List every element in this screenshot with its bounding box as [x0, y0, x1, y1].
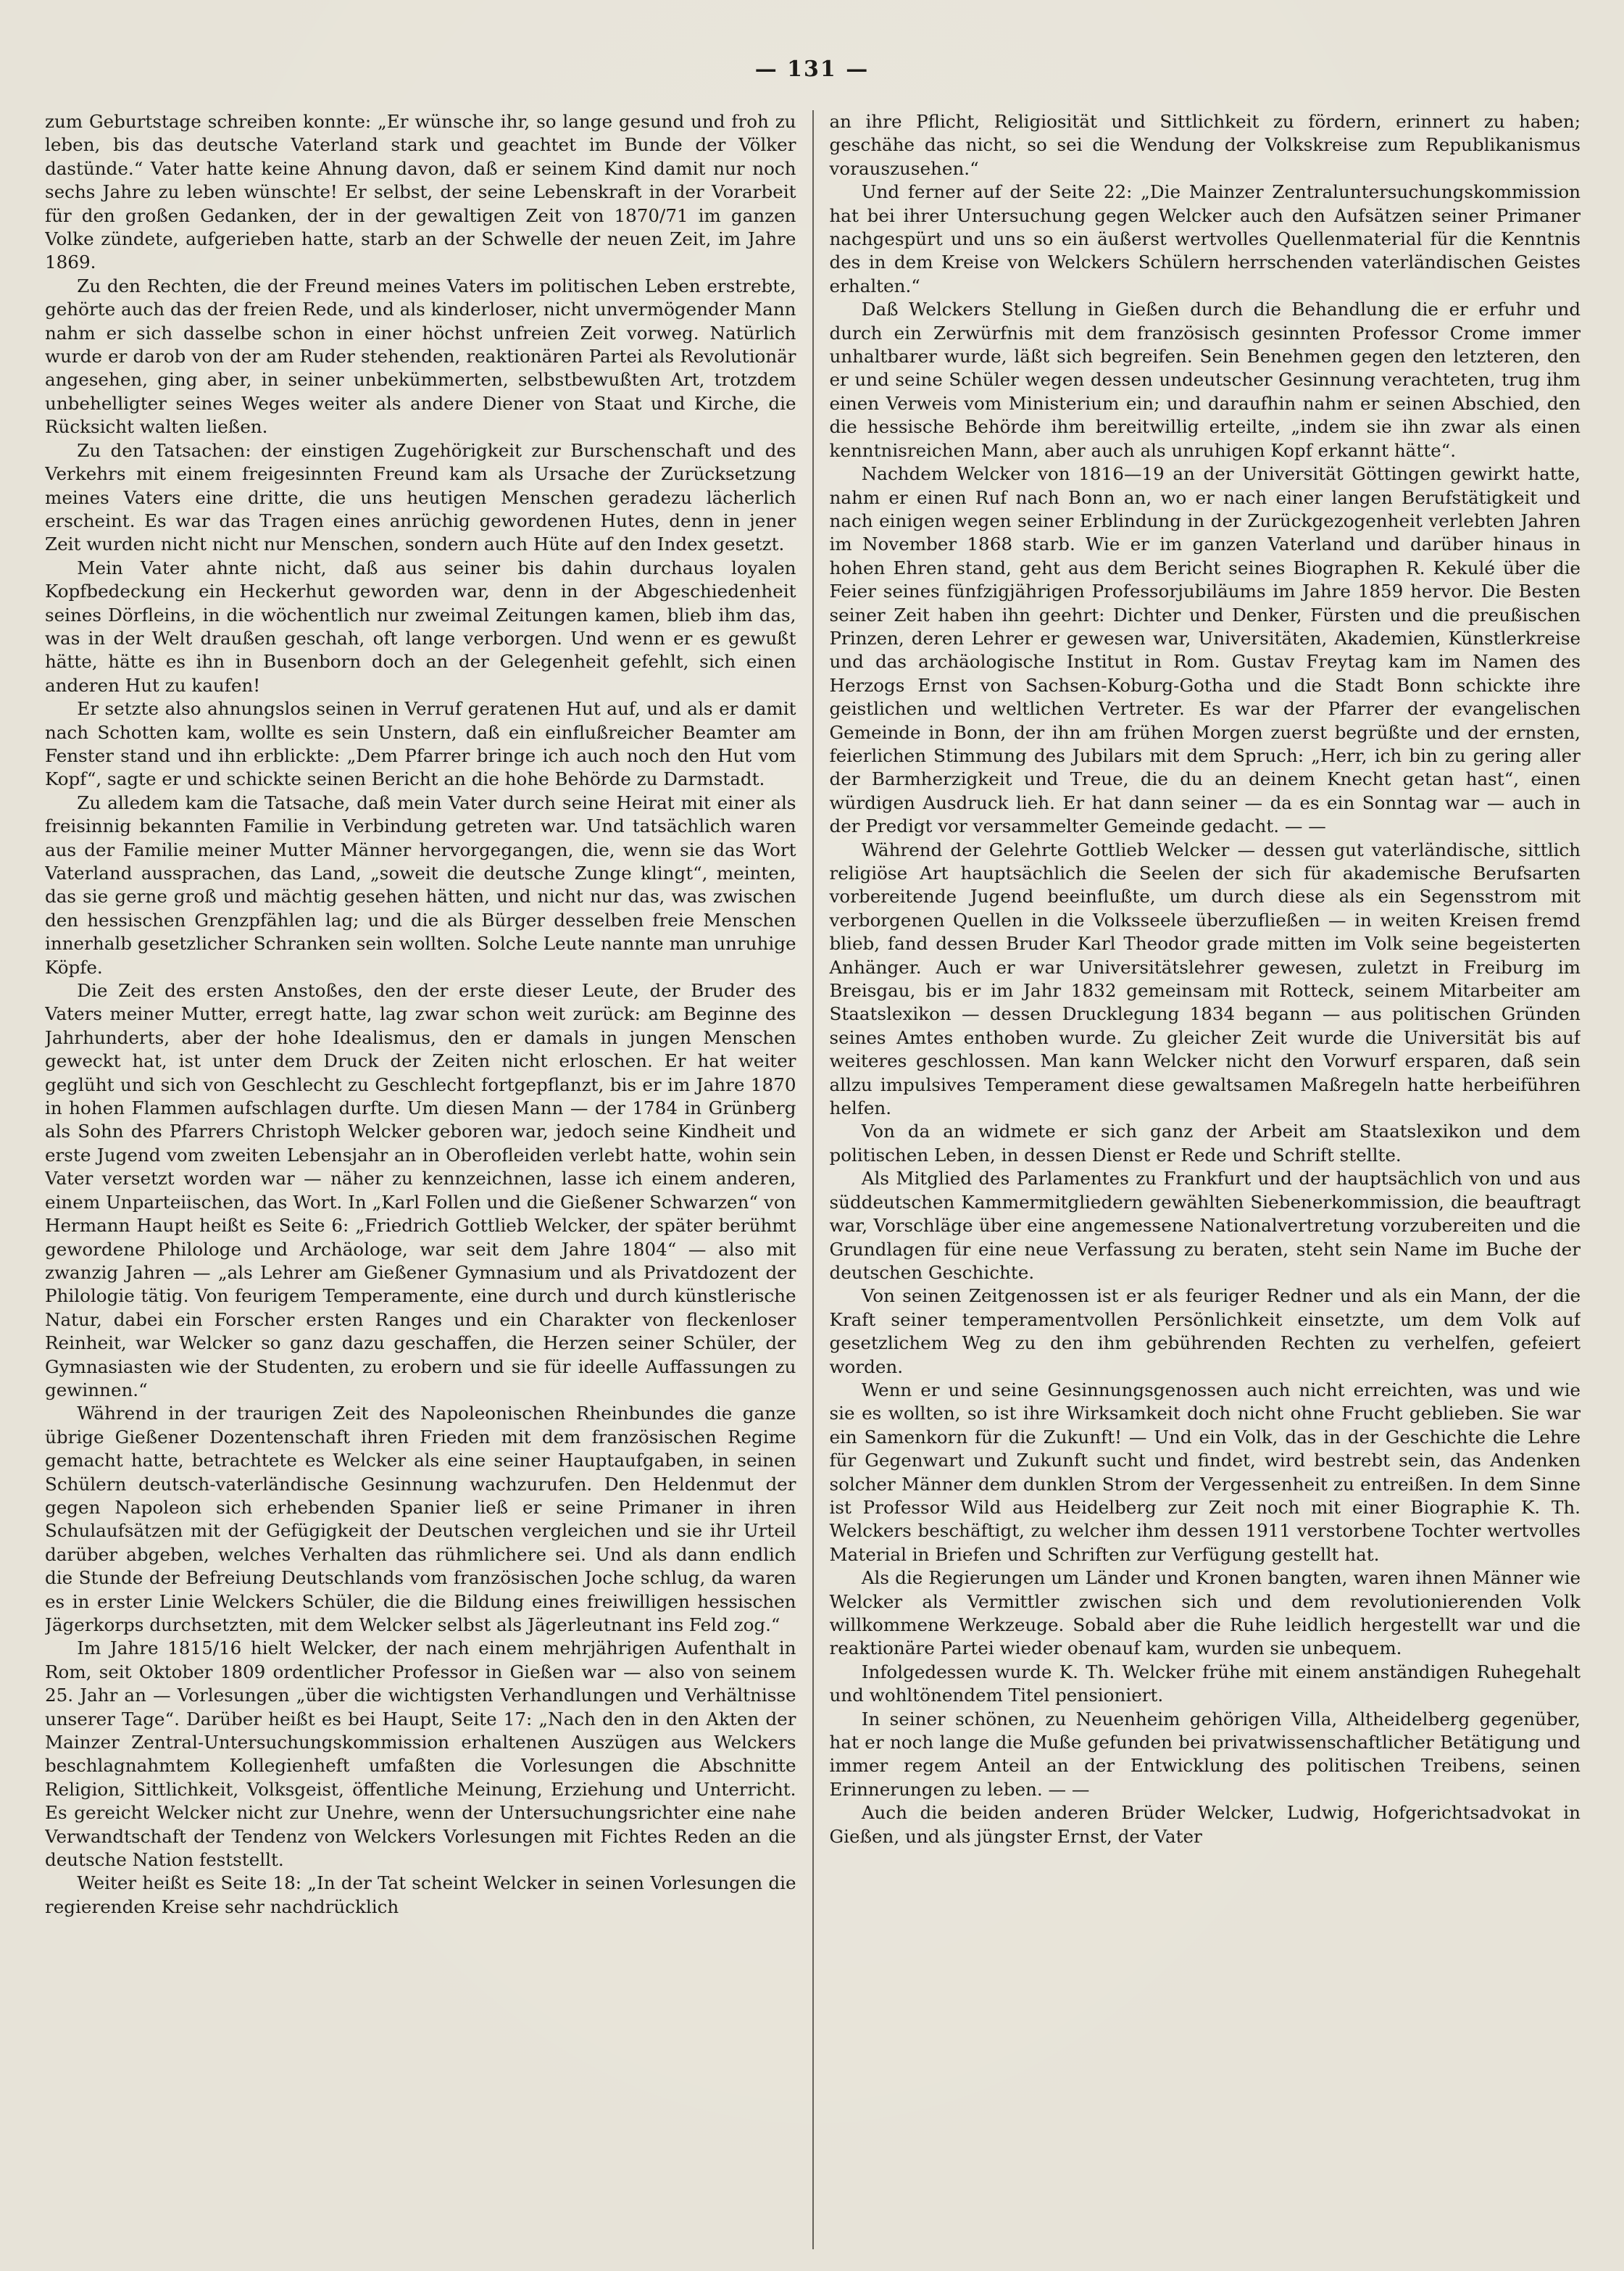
paragraph: Und ferner auf der Seite 22: „Die Mainzer Zentraluntersuchungskommission hat bei ihrer Untersuchung gegen Welcker auch den Aufsätzen seiner Primaner nachgespürt und uns so ein äußerst wertvolles Quellenmaterial für die Kenntnis des in dem Kreise von Welckers Schülern herrschenden vaterländischen Geistes erhalten.“ — [829, 181, 1581, 296]
paragraph: zum Geburtstage schreiben konnte: „Er wünsche ihr, so lange gesund und froh zu leben, bis das deutsche Vaterland stark und geachtet im Bunde der Völker dastünde.“ Vater hatte keine Ahnung davon, daß er seinem Kind damit nur noch sechs Jahre zu leben wünschte! Er selbst, der seine Lebenskraft in der Vorarbeit für den großen Gedanken, der in der gewaltigen Zeit von 1870/71 im ganzen Volke zündete, aufgerieben hatte, starb an der Schwelle der neuen Zeit, im Jahre 1869. — [45, 111, 796, 273]
paragraph: Von da an widmete er sich ganz der Arbeit am Staatslexikon und dem politischen Leben, in dessen Dienst er Rede und Schrift stellte. — [829, 1121, 1581, 1166]
paragraph: Zu alledem kam die Tatsache, daß mein Vater durch seine Heirat mit einer als freisinnig bekannten Familie in Verbindung getreten war. Und tatsächlich waren aus der Familie meiner Mutter Männer hervorgegangen, die, wenn sie das Wort Vaterland aussprachen, das Land, „soweit die deutsche Zunge klingt“, meinten, das sie gerne groß und mächtig gesehen hätten, und nicht nur das, was zwischen den hessischen Grenzpfählen lag; und die als Bürger desselben freie Menschen innerhalb gesetzlicher Schranken sein wollten. Solche Leute nannte man unruhige Köpfe. — [45, 792, 796, 978]
paragraph: Wenn er und seine Gesinnungsgenossen auch nicht erreichten, was und wie sie es wollten, so ist ihre Wirksamkeit doch nicht ohne Frucht geblieben. Sie war ein Samenkorn für die Zukunft! — Und ein Volk, das in der Geschichte die Lehre für Gegenwart und Zukunft sucht und findet, wird bestrebt sein, das Andenken solcher Männer dem dunklen Strom der Vergessenheit zu entreißen. In dem Sinne ist Professor Wild aus Heidelberg zur Zeit noch mit einer Biographie K. Th. Welckers beschäftigt, zu welcher ihm dessen 1911 verstorbene Tochter wertvolles Material in Briefen und Schriften zur Verfügung gestellt hat. — [829, 1379, 1581, 1565]
paragraph: Infolgedessen wurde K. Th. Welcker frühe mit einem anständigen Ruhegehalt und wohltönendem Titel pensioniert. — [829, 1661, 1581, 1706]
paragraph: In seiner schönen, zu Neuenheim gehörigen Villa, Altheidelberg gegenüber, hat er noch lange die Muße gefunden bei privatwissenschaftlicher Betätigung und immer regem Anteil an der Entwicklung des politischen Treibens, seinen Erinnerungen zu leben. — — — [829, 1708, 1581, 1800]
right-column — [814, 110, 1581, 2249]
page-number: — 131 — — [754, 57, 870, 82]
paragraph: Nachdem Welcker von 1816—19 an der Universität Göttingen gewirkt hatte, nahm er einen Ruf nach Bonn an, wo er nach einer langen Berufstätigkeit und nach einigen wegen seiner Erblindung in der Zurückgezogenheit verlebten Jahren im November 1868 starb. Wie er im ganzen Vaterland und darüber hinaus in hohen Ehren stand, geht aus dem Bericht seines Biographen R. Kekulé über die Feier seines fünfzigjährigen Professorjubiläums im Jahre 1859 hervor. Die Besten seiner Zeit haben ihn geehrt: Dichter und Denker, Fürsten und die preußischen Prinzen, deren Lehrer er gewesen war, Universitäten, Akademien, Künstlerkreise und das archäologische Institut in Rom. Gustav Freytag kam im Namen des Herzogs Ernst von Sachsen-Koburg-Gotha und die Stadt Bonn schickte ihre geistlichen und weltlichen Vertreter. Es war der Pfarrer der evangelischen Gemeinde in Bonn, der ihn am frühen Morgen zuerst begrüßte und der ernsten, feierlichen Stimmung des Jubilars mit dem Spruch: „Herr, ich bin zu gering aller der Barmherzigkeit und Treue, die du an deinem Knecht getan hast“, einen würdigen Ausdruck lieh. Er hat dann seiner — da es ein Sonntag war — auch in der Predigt vor versammelter Gemeinde gedacht. — — — [829, 463, 1581, 837]
paragraph: Im Jahre 1815/16 hielt Welcker, der nach einem mehrjährigen Aufenthalt in Rom, seit Oktober 1809 ordentlicher Professor in Gießen war — also von seinem 25. Jahr an — Vorlesungen „über die wichtigsten Verhandlungen und Verhältnisse unserer Tage“. Darüber heißt es bei Haupt, Seite 17: „Nach den in den Akten der Mainzer Zentral-Untersuchungskommission erhaltenen Auszügen aus Welckers beschlagnahmtem Kollegienheft umfaßten die Vorlesungen die Abschnitte Religion, Sittlichkeit, Volksgeist, öffentliche Meinung, Erziehung und Unterricht. Es gereicht Welcker nicht zur Unehre, wenn der Untersuchungsrichter eine nahe Verwandtschaft der Tendenz von Welckers Vorlesungen mit Fichtes Reden an die deutsche Nation feststellt. — [45, 1637, 796, 1871]
paragraph: Mein Vater ahnte nicht, daß aus seiner bis dahin durchaus loyalen Kopfbedeckung ein Heckerhut geworden war, denn in der Abgeschiedenheit seines Dörfleins, in die wöchentlich nur zweimal Zeitungen kamen, blieb ihm das, was in der Welt draußen geschah, oft lange verborgen. Und wenn er es gewußt hätte, hätte es ihn in Busenborn doch an der Gelegenheit gefehlt, sich einen anderen Hut zu kaufen! — [45, 557, 796, 696]
paragraph: Die Zeit des ersten Anstoßes, den der erste dieser Leute, der Bruder des Vaters meiner Mutter, erregt hatte, lag zwar schon weit zurück: am Beginne des Jahrhunderts, aber der hohe Idealismus, den er damals in jungen Menschen geweckt hat, ist unter dem Druck der Zeiten nicht erloschen. Er hat weiter geglüht und sich von Geschlecht zu Geschlecht fortgepflanzt, bis er im Jahre 1870 in hohen Flammen aufschlagen durfte. Um diesen Mann — der 1784 in Grünberg als Sohn des Pfarrers Christoph Welcker geboren war, jedoch seine Kindheit und erste Jugend vom zweiten Lebensjahr an in Oberofleiden verlebt hatte, wohin sein Vater versetzt worden war — näher zu kennzeichnen, lasse ich einem anderen, einem Unparteiischen, das Wort. In „Karl Follen und die Gießener Schwarzen“ von Hermann Haupt heißt es Seite 6: „Friedrich Gottlieb Welcker, der später berühmt gewordene Philologe und Archäologe, war seit dem Jahre 1804“ — also mit zwanzig Jahren — „als Lehrer am Gießener Gymnasium und als Privatdozent der Philologie tätig. Von feurigem Temperamente, eine durch und durch künstlerische Natur, dabei ein Forscher ersten Ranges und ein Charakter von fleckenloser Reinheit, war Welcker so ganz dazu geschaffen, die Herzen seiner Schüler, der Gymnasiasten wie der Studenten, zu erobern und sie für ideelle Auffassungen zu gewinnen.“ — [45, 980, 796, 1400]
paragraph: Während der Gelehrte Gottlieb Welcker — dessen gut vaterländische, sittlich religiöse Art hauptsächlich die Seelen der sich für akademische Berufsarten vorbereitende Jugend beeinflußte, um durch diese als ein Segensstrom mit verborgenen Quellen in die Volksseele überzufließen — in weiten Kreisen fremd blieb, fand dessen Bruder Karl Theodor grade mitten im Volk seine begeisterten Anhänger. Auch er war Universitätslehrer gewesen, zuletzt in Freiburg im Breisgau, bis er im Jahr 1832 gemeinsam mit Rotteck, seinem Mitarbeiter am Staatslexikon — dessen Drucklegung 1834 begann — aus politischen Gründen seines Amtes enthoben wurde. Zu gleicher Zeit wurde die Universität bis auf weiteres geschlossen. Man kann Welcker nicht den Vorwurf ersparen, daß sein allzu impulsives Temperament diese gewaltsamen Maßregeln hatte herbeiführen helfen. — [829, 839, 1581, 1119]
paragraph: Während in der traurigen Zeit des Napoleonischen Rheinbundes die ganze übrige Gießener Dozentenschaft ihren Frieden mit dem französischen Regime gemacht hatte, betrachtete es Welcker als eine seiner Hauptaufgaben, in seinen Schülern deutsch-vaterländische Gesinnung wachzurufen. Den Heldenmut der gegen Napoleon sich erhebenden Spanier ließ er seine Primaner in ihren Schulaufsätzen mit der Gefügigkeit der Deutschen vergleichen und sie ihr Urteil darüber abgeben, welches Verhalten das rühmlichere sei. Und als dann endlich die Stunde der Befreiung Deutschlands vom französischen Joche schlug, da waren es in erster Linie Welckers Schüler, die die Bildung eines freiwilligen hessischen Jägerkorps durchsetzten, mit dem Welcker selbst als Jägerleutnant ins Feld zog.“ — [45, 1403, 796, 1635]
paragraph: Auch die beiden anderen Brüder Welcker, Ludwig, Hofgerichtsadvokat in Gießen, und als jüngster Ernst, der Vater — [829, 1802, 1581, 1847]
paragraph: Daß Welckers Stellung in Gießen durch die Behandlung die er erfuhr und durch ein Zerwürfnis mit dem französisch gesinnten Professor Crome immer unhaltbarer wurde, läßt sich begreifen. Sein Benehmen gegen den letzteren, den er und seine Schüler wegen dessen undeutscher Gesinnung verachteten, trug ihm einen Verweis vom Ministerium ein; und daraufhin nahm er seinen Abschied, den die hessische Behörde ihm bereitwillig erteilte, „indem sie ihn zwar als einen kenntnisreichen Mann, aber auch als unruhigen Kopf erkannt hätte“. — [829, 299, 1581, 461]
paragraph: Er setzte also ahnungslos seinen in Verruf geratenen Hut auf, und als er damit nach Schotten kam, wollte es sein Unstern, daß ein einflußreicher Beamter am Fenster stand und ihn erblickte: „Dem Pfarrer bringe ich auch noch den Hut vom Kopf“, sagte er und schickte seinen Bericht an die hohe Behörde zu Darmstadt. — [45, 698, 796, 790]
paragraph: an ihre Pflicht, Religiosität und Sittlichkeit zu fördern, erinnert zu haben; geschähe das nicht, so sei die Wendung der Volkskreise zum Republikanismus vorauszusehen.“ — [829, 111, 1581, 179]
paragraph: Zu den Rechten, die der Freund meines Vaters im politischen Leben erstrebte, gehörte auch das der freien Rede, und als kinderloser, nicht unvermögender Mann nahm er sich dasselbe schon in einer höchst unfreien Zeit vorweg. Natürlich wurde er darob von der am Ruder stehenden, reaktionären Partei als Revolutionär angesehen, ging aber, in seiner unbekümmerten, selbstbewußten Art, trotzdem unbehelligter seines Weges weiter als andere Diener von Staat und Kirche, die Rücksicht walten ließen. — [45, 275, 796, 438]
paragraph: Als Mitglied des Parlamentes zu Frankfurt und der hauptsächlich von und aus süddeutschen Kammermitgliedern gewählten Siebenerkommission, die beauftragt war, Vorschläge über eine angemessene Nationalvertretung vorzubereiten und die Grundlagen für eine neue Verfassung zu beraten, steht sein Name im Buche der deutschen Geschichte. — [829, 1168, 1581, 1283]
paragraph: Von seinen Zeitgenossen ist er als feuriger Redner und als ein Mann, der die Kraft seiner temperamentvollen Persönlichkeit einsetzte, um dem Volk auf gesetzlichem Weg zu den ihm gebührenden Rechten zu verhelfen, gefeiert worden. — [829, 1285, 1581, 1377]
left-column — [45, 110, 812, 2249]
paragraph: Als die Regierungen um Länder und Kronen bangten, waren ihnen Männer wie Welcker als Vermittler zwischen sich und dem revolutionierenden Volk willkommene Werkzeuge. Sobald aber die Ruhe leidlich hergestellt war und die reaktionäre Partei wieder obenauf kam, wurden sie unbequem. — [829, 1567, 1581, 1659]
paragraph: Zu den Tatsachen: der einstigen Zugehörigkeit zur Burschenschaft und des Verkehrs mit einem freigesinnten Freund kam als Ursache der Zurücksetzung meines Vaters eine dritte, die uns heutigen Menschen geradezu lächerlich erscheint. Es war das Tragen eines anrüchig gewordenen Hutes, denn in jener Zeit wurden nicht nicht nur Menschen, sondern auch Hüte auf den Index gesetzt. — [45, 439, 796, 555]
column-divider — [812, 110, 814, 2249]
paragraph: Weiter heißt es Seite 18: „In der Tat scheint Welcker in seinen Vorlesungen die regierenden Kreise sehr nachdrücklich — [45, 1872, 796, 1917]
article-columns — [45, 110, 1581, 2249]
